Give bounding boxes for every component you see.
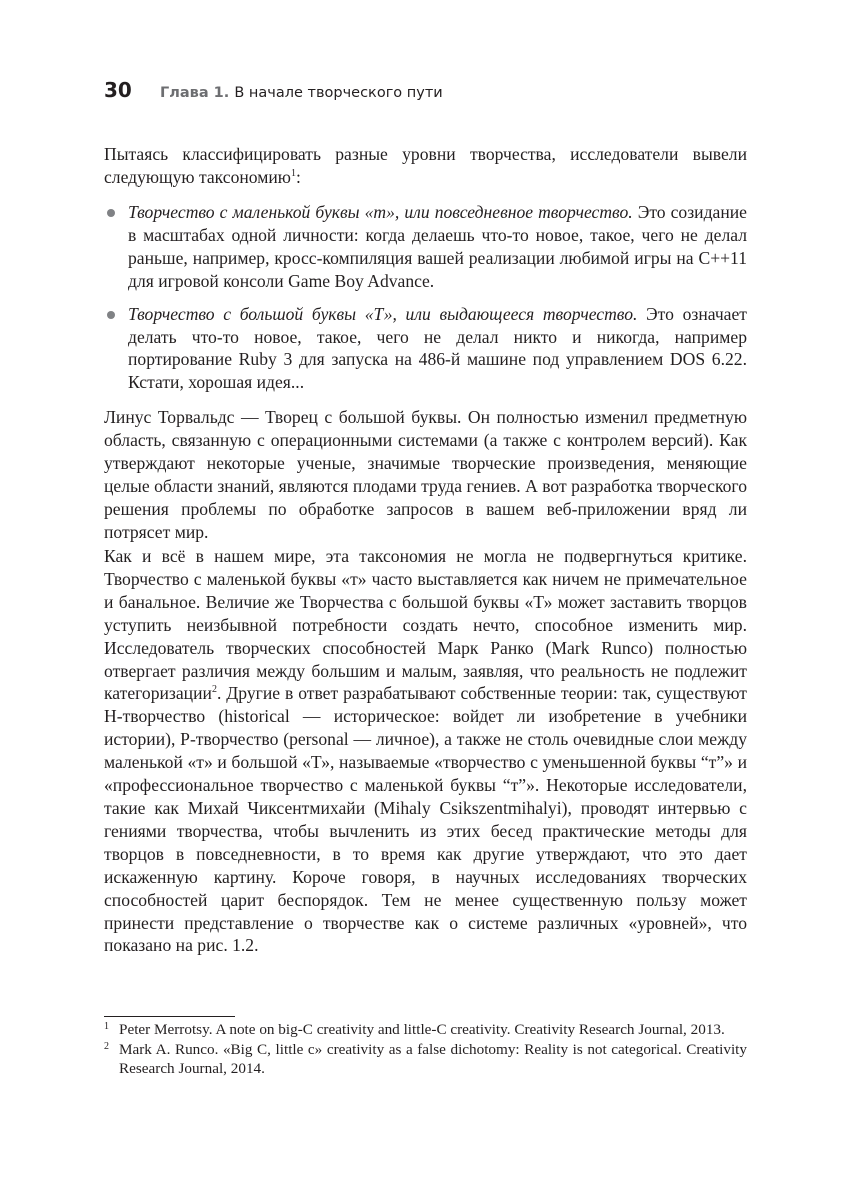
critique-text-part1: Как и всё в нашем мире, эта таксономия не могла не подвергнуться критике. Творчество с маленькой буквы «т» часто выставляется как ничем не примечательное и банальное. Величие же Творчества с большой буквы «Т» может заставить творцов уступить неизбывной потребности создать нечто, способное изменить мир. Исследователь творческих способностей Марк Ранко (Mark Runco) полностью отвергает различия между большим и малым, заявляя, что реальность не подлежит категоризации [104, 546, 747, 704]
taxonomy-list [104, 201, 747, 394]
intro-text: Пытаясь классифицировать разные уровни творчества, исследователи вывели следующую таксономию [104, 144, 747, 187]
bullet-term: Творчество с маленькой буквы «т», или повседневное творчество. [128, 202, 633, 222]
footnote-divider [104, 1016, 235, 1017]
footnote-text: Peter Merrotsy. A note on big-C creativity and little-C creativity. Creativity Research Journal, 2013. [119, 1021, 725, 1038]
chapter-title: В начале творческого пути [234, 85, 443, 101]
page-number: 30 [104, 78, 132, 102]
footnote-ref-1[interactable]: 1 [290, 167, 296, 179]
paragraph-torvalds: Линус Торвальдс — Творец с большой буквы. Он полностью изменил предметную область, связанную с операционными системами (а также с контролем версий). Как утверждают некоторые ученые, значимые творческие произведения, меняющие целые области знаний, являются плодами труда гениев. А вот разработка творческого решения проблемы по обработке запросов в вашем веб-приложении вряд ли потрясет мир. [104, 407, 747, 542]
bullet-text: Это созидание в масштабах одной личности: когда делаешь что-то новое, такое, чего не делал раньше, например, кросс-компиляция вашей реализации любимой игры на C++11 для игровой консоли Game Boy Advance. [128, 202, 747, 291]
list-item-big-c [104, 303, 747, 395]
footnote-2 [104, 1040, 747, 1079]
bullet-text: Это означает делать что-то новое, такое, чего не делал никто и никогда, например портирование Ruby 3 для запуска на 486-й машине под управлением DOS 6.22. Кстати, хорошая идея... [128, 303, 747, 393]
footnotes [104, 1020, 747, 1079]
chapter-label: Глава 1. [160, 85, 230, 101]
running-head [104, 78, 443, 104]
list-item-little-c [104, 201, 747, 293]
bullet-term: Творчество с большой буквы «Т», или выдающееся творчество. [128, 303, 638, 324]
intro-tail: : [295, 166, 301, 187]
footnote-1 [104, 1020, 747, 1040]
bullet-icon [107, 311, 115, 319]
paragraph-critique [104, 545, 747, 957]
footnote-number: 1 [104, 1021, 109, 1032]
bullet-icon [107, 209, 115, 217]
critique-text-part2: . Другие в ответ разрабатывают собственные теории: так, существуют H-творчество (historical — историческое: войдет ли изобретение в учебники истории), P-творчество (personal — личное), а также не столь очевидные слои между маленькой «т» и большой «Т», называемые «творчество с уменьшенной буквы “т”» и «профессиональное творчество с маленькой буквы “т”». Некоторые исследователи, такие как Михай Чиксентмихайи (Mihaly Csikszentmihalyi), проводят интервью с гениями творчества, чтобы вычленить из этих бесед практические методы для творцов в повседневности, в то время как другие утверждают, что это дает искаженную картину. Короче говоря, в научных исследованиях творческих способностей царит беспорядок. Тем не менее существенную пользу может принести представление о творчестве как о системе различных «уровней», что показано на рис. 1.2. [104, 683, 747, 956]
footnote-ref-2[interactable]: 2 [211, 684, 217, 696]
footnote-text: Mark A. Runco. «Big C, little c» creativity as a false dichotomy: Reality is not categorical. Creativity Research Journal, 2014. [119, 1040, 747, 1077]
footnote-number: 2 [104, 1040, 109, 1052]
intro-paragraph [104, 143, 747, 189]
